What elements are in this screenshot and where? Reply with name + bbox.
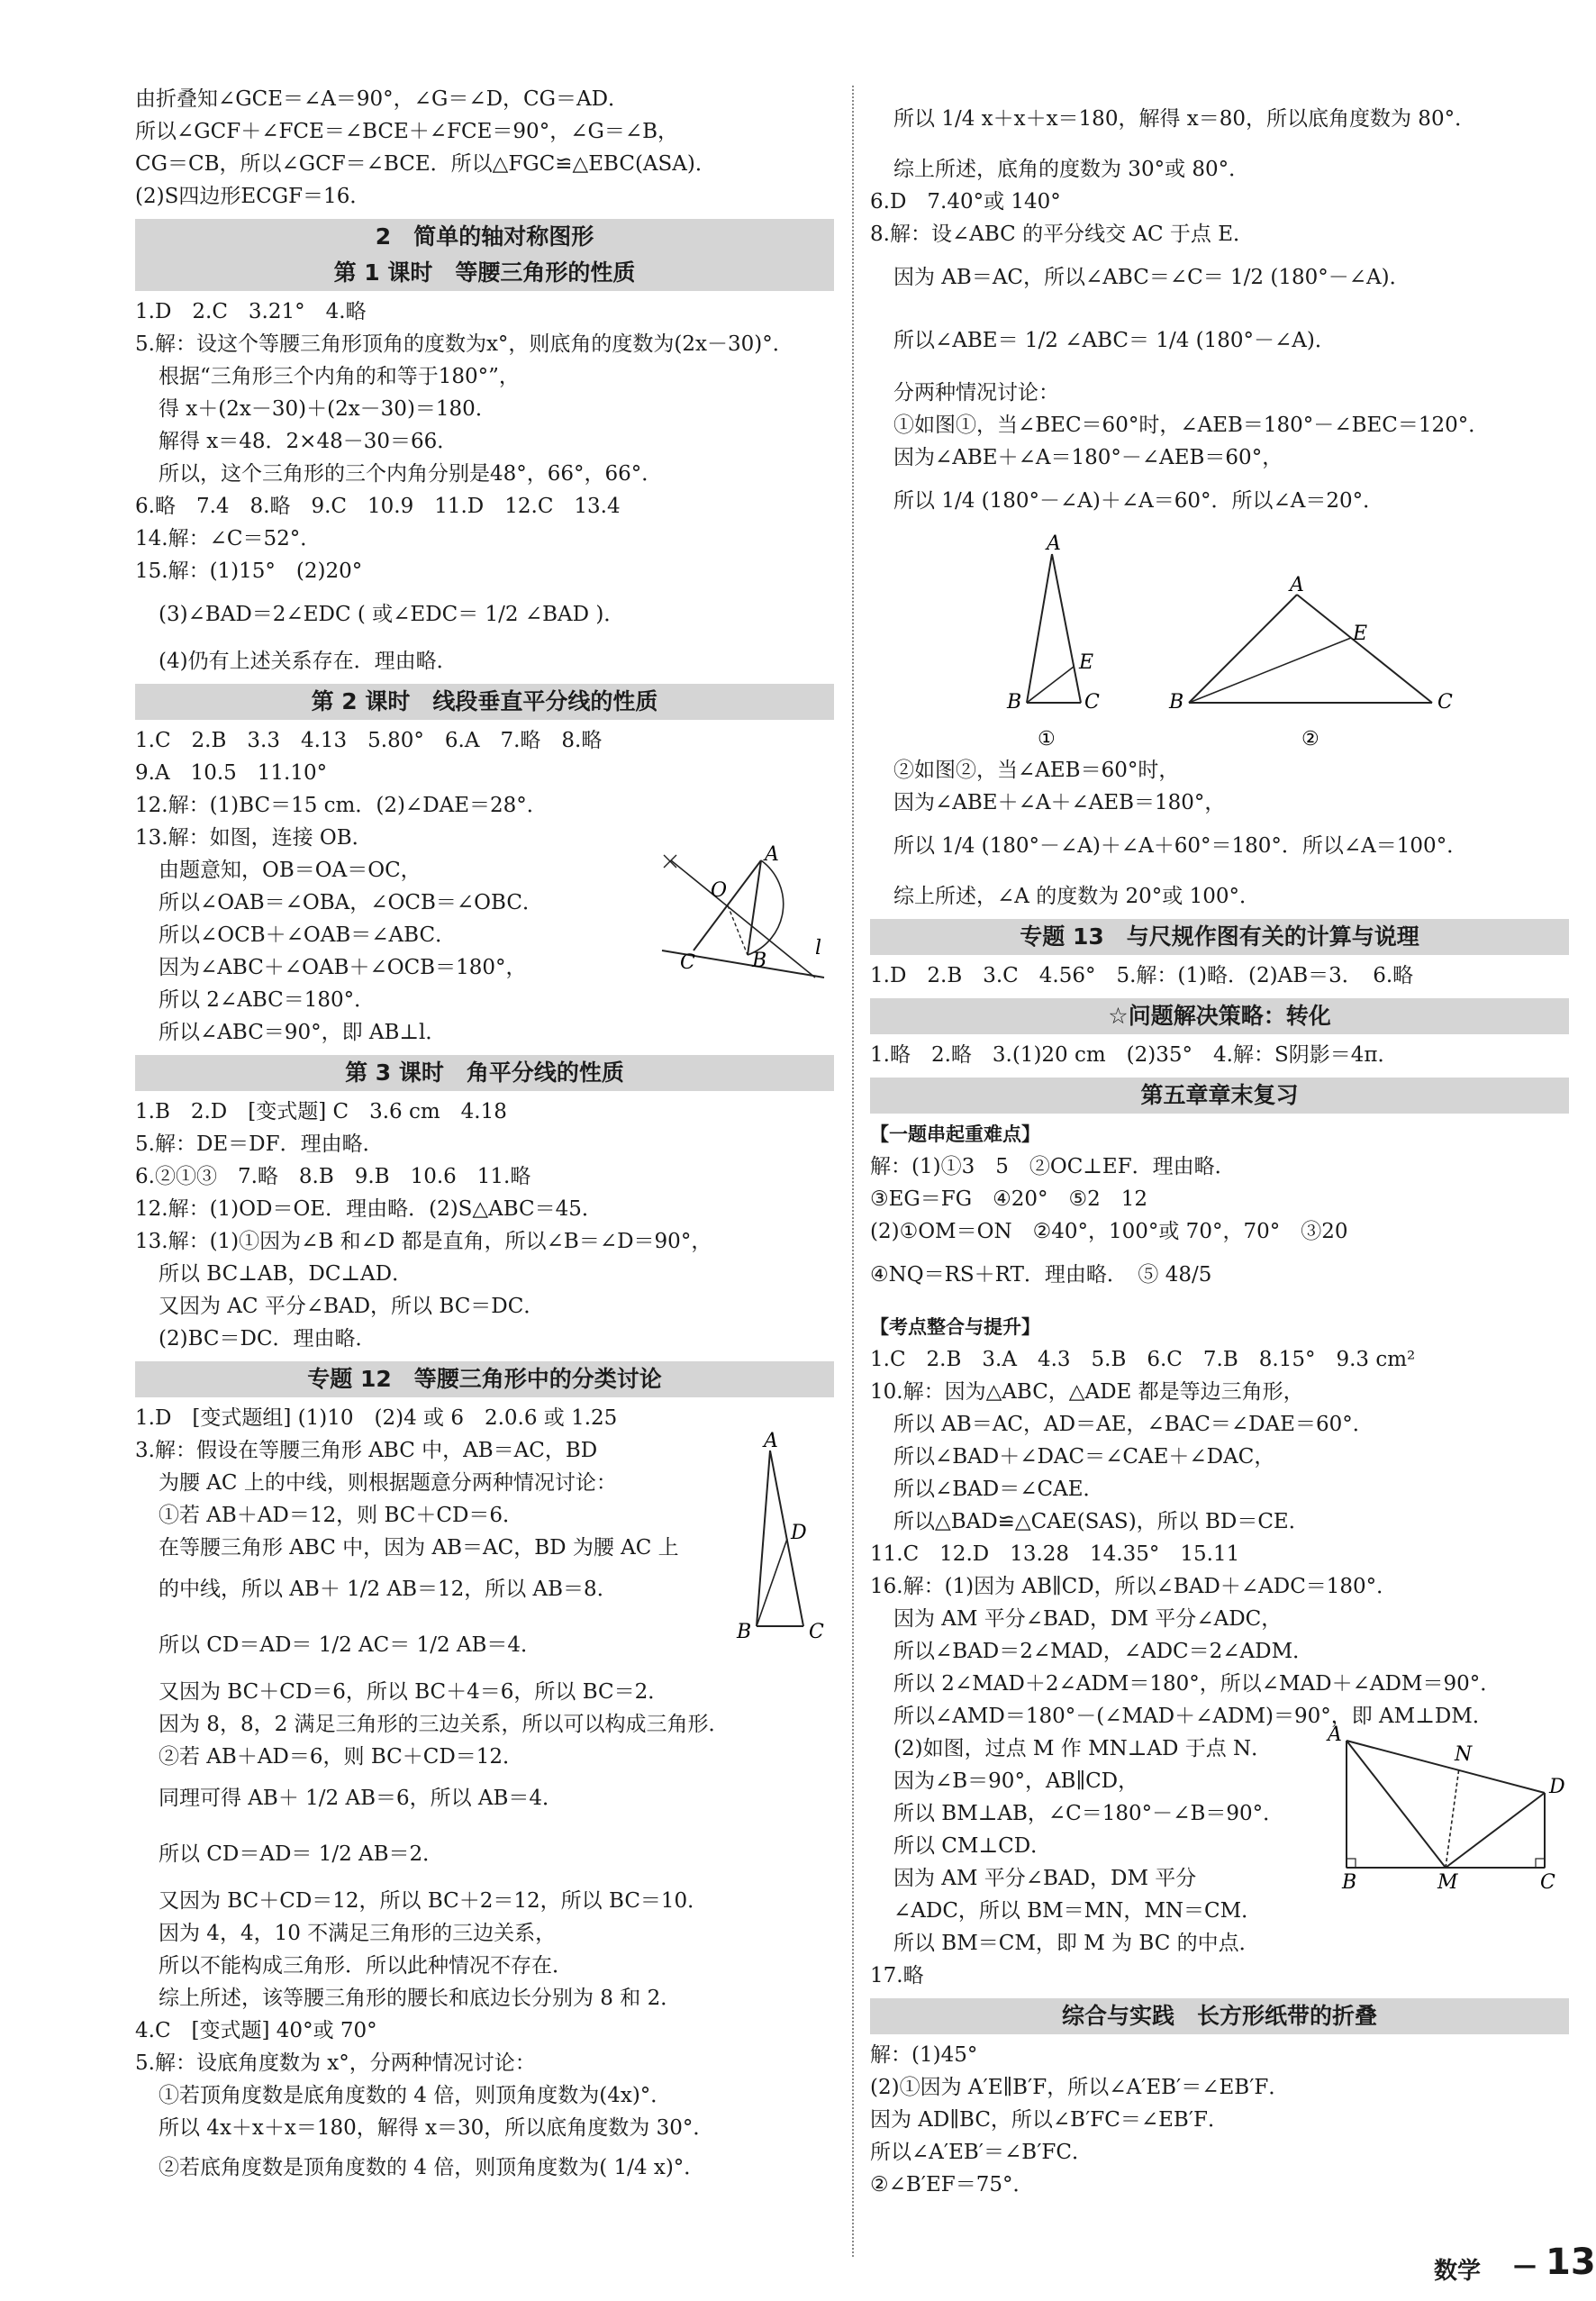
answer-line: 1.D 2.B 3.C 4.56° 5.解：(1)略．(2)AB＝3． 6.略: [870, 964, 1414, 987]
answer-line: 3.解：假设在等腰三角形 ABC 中，AB＝AC，BD: [135, 1439, 598, 1462]
column-divider: [852, 86, 856, 2257]
answer-line: ②若 AB＋AD＝6，则 BC＋CD＝12．: [159, 1745, 524, 1769]
answer-line: 所以 CD＝AD＝ 1/2 AC＝ 1/2 AB＝4．: [159, 1633, 542, 1657]
answer-line: 12.解：(1)BC＝15 cm．(2)∠DAE＝28°．: [135, 794, 548, 817]
answer-line: 解得 x＝48．2×48－30＝66．: [159, 430, 458, 453]
answer-line: 所以 BM⊥AB，∠C＝180°－∠B＝90°．: [893, 1802, 1284, 1825]
answer-line: 分两种情况讨论：: [893, 381, 1059, 405]
answer-line: 9.A 10.5 11.10°: [135, 761, 328, 785]
answer-line: 12.解：(1)OD＝OE．理由略．(2)S△ABC＝45．: [135, 1197, 603, 1221]
answer-line: ②如图②，当∠AEB＝60°时，: [893, 759, 1180, 782]
answer-line: 综上所述，底角的度数为 30°或 80°．: [893, 158, 1250, 181]
answer-line: 因为 8，8，2 满足三角形的三边关系，所以可以构成三角形．: [159, 1713, 730, 1736]
fig8a-label-E: E: [1079, 651, 1094, 674]
section-heading: 第五章章末复习: [870, 1078, 1569, 1114]
section-heading: 第 1 课时 等腰三角形的性质: [135, 255, 834, 291]
footer-subject: 数学: [1434, 2258, 1482, 2285]
answer-line: ②∠B′EF＝75°．: [870, 2173, 1034, 2196]
answer-line: 因为∠ABE＋∠A＋∠AEB＝180°，: [893, 791, 1226, 814]
answer-line: 所以 2∠ABC＝180°．: [159, 988, 376, 1012]
section-heading: 2 简单的轴对称图形: [135, 219, 834, 255]
answer-line: 13.解：(1)①因为∠B 和∠D 都是直角，所以∠B＝∠D＝90°，: [135, 1230, 712, 1253]
answer-line: 6.②①③ 7.略 8.B 9.B 10.6 11.略: [135, 1165, 531, 1188]
answer-line: 1.D 2.C 3.21° 4.略: [135, 300, 367, 323]
answer-line: 所以 AB＝AC，AD＝AE，∠BAC＝∠DAE＝60°．: [893, 1413, 1374, 1436]
fig8a-label-A: A: [1047, 532, 1061, 555]
answer-line: 所以∠BAD＋∠DAC＝∠CAE＋∠DAC，: [893, 1445, 1275, 1469]
answer-line: 1.D [变式题组] (1)10 (2)4 或 6 2.0.6 或 1.25: [135, 1406, 618, 1430]
answer-line: 所以∠ABC＝90°，即 AB⊥l．: [159, 1021, 447, 1044]
answer-line: (2)BC＝DC．理由略．: [159, 1327, 376, 1351]
answer-line: 所以∠A′EB′＝∠B′FC．: [870, 2141, 1093, 2164]
answer-line: 13.解：如图，连接 OB．: [135, 826, 373, 850]
answer-line: 1.C 2.B 3.A 4.3 5.B 6.C 7.B 8.15° 9.3 cm²: [870, 1348, 1416, 1371]
fig16-label-A: A: [1328, 1723, 1342, 1746]
fig13-label-C: C: [680, 951, 695, 974]
answer-line: 得 x＋(2x－30)＋(2x－30)＝180．: [159, 397, 496, 421]
answer-line: 所以 2∠MAD＋2∠ADM＝180°，所以∠MAD＋∠ADM＝90°．: [893, 1672, 1501, 1696]
answer-line: 所以∠AMD＝180°－(∠MAD＋∠ADM)＝90°，即 AM⊥DM．: [893, 1705, 1493, 1728]
figure-8-case-2: [1162, 574, 1477, 757]
fig16-label-C: C: [1540, 1871, 1555, 1894]
answer-line: 所以不能构成三角形．所以此种情况不存在．: [159, 1954, 573, 1978]
fig3-label-C: C: [809, 1621, 824, 1643]
answer-line: 5.解：DE＝DF．理由略．: [135, 1132, 384, 1156]
answer-line: 所以∠OCB＋∠OAB＝∠ABC．: [159, 923, 457, 947]
answer-line: 所以∠BAD＝2∠MAD，∠ADC＝2∠ADM．: [893, 1640, 1314, 1663]
answer-line: 解：(1)45°: [870, 2043, 978, 2067]
answer-line: 所以 4x＋x＋x＝180，解得 x＝30，所以底角度数为 30°．: [159, 2116, 714, 2140]
answer-line: 所以 CD＝AD＝ 1/2 AB＝2．: [159, 1842, 444, 1866]
answer-line: 1.C 2.B 3.3 4.13 5.80° 6.A 7.略 8.略: [135, 729, 603, 752]
fig16-label-B: B: [1342, 1871, 1357, 1894]
answer-line: 由折叠知∠GCE＝∠A＝90°，∠G＝∠D，CG＝AD．: [135, 87, 630, 111]
answer-line: 1.B 2.D [变式题] C 3.6 cm 4.18: [135, 1100, 507, 1123]
answer-line: 所以 1/4 (180°－∠A)＋∠A＋60°＝180°．所以∠A＝100°．: [893, 834, 1468, 858]
fig8b-label-C: C: [1437, 691, 1453, 714]
figure-13-perpendicular: [653, 842, 833, 987]
footer-dash: —: [1513, 2252, 1537, 2279]
answer-line: 根据“三角形三个内角的和等于180°”，: [159, 365, 520, 388]
fig3-label-B: B: [737, 1621, 752, 1643]
fig8a-caption: ①: [1038, 728, 1056, 750]
fig13-label-A: A: [765, 843, 779, 866]
answer-line: ∠ADC，所以 BM＝MN，MN＝CM．: [893, 1899, 1263, 1923]
answer-line: 6.D 7.40°或 140°: [870, 190, 1061, 214]
fig3-label-A: A: [764, 1430, 778, 1452]
answer-line: 因为∠B＝90°，AB∥CD，: [893, 1769, 1139, 1793]
answer-line: 10.解：因为△ABC，△ADE 都是等边三角形，: [870, 1380, 1304, 1404]
answer-line: 由题意知，OB＝OA＝OC，: [159, 859, 422, 882]
answer-line: 5.解：设底角度数为 x°，分两种情况讨论：: [135, 2051, 536, 2075]
answer-line: 因为 4，4，10 不满足三角形的三边关系，: [159, 1922, 557, 1945]
answer-line: 11.C 12.D 13.28 14.35° 15.11: [870, 1542, 1240, 1566]
fig13-label-O: O: [711, 879, 728, 902]
answer-line: 所以 1/4 x＋x＋x＝180，解得 x＝80，所以底角度数为 80°．: [893, 107, 1476, 131]
section-heading: ☆问题解决策略：转化: [870, 998, 1569, 1034]
fig16-label-D: D: [1549, 1776, 1565, 1798]
fig16-label-N: N: [1455, 1743, 1473, 1766]
answer-line: 14.解：∠C＝52°．: [135, 527, 322, 550]
answer-line: 所以 1/4 (180°－∠A)＋∠A＝60°．所以∠A＝20°．: [893, 489, 1384, 513]
answer-line: (3)∠BAD＝2∠EDC ( 或∠EDC＝ 1/2 ∠BAD )．: [159, 603, 625, 626]
answer-line: 在等腰三角形 ABC 中，因为 AB＝AC，BD 为腰 AC 上: [159, 1536, 679, 1560]
answer-line: 所以 CM⊥CD．: [893, 1834, 1052, 1858]
answer-line: 综上所述，该等腰三角形的腰长和底边长分别为 8 和 2．: [159, 1987, 682, 2010]
answer-line: (2)如图，过点 M 作 MN⊥AD 于点 N．: [893, 1737, 1273, 1760]
answer-line: 6.略 7.4 8.略 9.C 10.9 11.D 12.C 13.4: [135, 495, 621, 518]
answer-line: 为腰 AC 上的中线，则根据题意分两种情况讨论：: [159, 1471, 617, 1495]
subsection-label: 【一题串起重难点】: [870, 1123, 1040, 1145]
answer-line: 16.解：(1)因为 AB∥CD，所以∠BAD＋∠ADC＝180°．: [870, 1575, 1398, 1598]
answer-line: 又因为 BC＋CD＝6，所以 BC＋4＝6，所以 BC＝2．: [159, 1680, 669, 1704]
answer-line: CG＝CB，所以∠GCF＝∠BCE．所以△FGC≌△EBC(ASA)．: [135, 152, 716, 176]
answer-line: 15.解：(1)15° (2)20°: [135, 559, 363, 583]
answer-line: ①若 AB＋AD＝12，则 BC＋CD＝6．: [159, 1504, 524, 1527]
answer-line: (2)①因为 A′E∥B′F，所以∠A′EB′＝∠EB′F．: [870, 2076, 1290, 2099]
fig3-label-D: D: [791, 1522, 807, 1544]
answer-line: 又因为 AC 平分∠BAD，所以 BC＝DC．: [159, 1295, 545, 1318]
fig8b-label-A: A: [1290, 574, 1304, 596]
answer-line: 8.解：设∠ABC 的平分线交 AC 于点 E．: [870, 223, 1254, 246]
figure-3-triangle: [730, 1432, 829, 1649]
fig8b-label-B: B: [1169, 691, 1184, 714]
fig8a-label-C: C: [1084, 691, 1100, 714]
answer-line: 因为 AD∥BC，所以∠B′FC＝∠EB′F．: [870, 2108, 1229, 2132]
answer-line: 所以 BC⊥AB，DC⊥AD．: [159, 1262, 413, 1286]
section-heading: 专题 12 等腰三角形中的分类讨论: [135, 1361, 834, 1397]
answer-line: 所以∠ABE＝ 1/2 ∠ABC＝ 1/4 (180°－∠A)．: [893, 329, 1336, 352]
answer-line: 所以△BAD≌△CAE(SAS)，所以 BD＝CE．: [893, 1510, 1310, 1533]
answer-line: ③EG＝FG ④20° ⑤2 12: [870, 1187, 1148, 1211]
fig8a-label-B: B: [1007, 691, 1022, 714]
figure-16-trapezoid: [1324, 1721, 1569, 1892]
answer-line: 4.C [变式题] 40°或 70°: [135, 2019, 377, 2042]
fig13-label-B: B: [752, 950, 767, 972]
answer-line: (2)S四边形ECGF＝16．: [135, 185, 371, 208]
subsection-label: 【考点整合与提升】: [870, 1316, 1040, 1338]
figure-8-case-1: [991, 532, 1117, 757]
answer-line: 5.解：设这个等腰三角形顶角的度数为x°，则底角的度数为(2x－30)°．: [135, 332, 793, 356]
answer-line: ④NQ＝RS＋RT．理由略． ⑤ 48/5: [870, 1263, 1212, 1287]
answer-line: 因为 AM 平分∠BAD，DM 平分: [893, 1867, 1197, 1890]
footer-page-number: 13: [1546, 2242, 1596, 2283]
answer-line: 因为 AB＝AC，所以∠ABC＝∠C＝ 1/2 (180°－∠A)．: [893, 266, 1410, 289]
answer-line: 所以∠OAB＝∠OBA，∠OCB＝∠OBC．: [159, 891, 543, 914]
answer-line: ①如图①，当∠BEC＝60°时，∠AEB＝180°－∠BEC＝120°．: [893, 414, 1490, 437]
fig16-label-M: M: [1437, 1871, 1458, 1894]
section-heading: 第 3 课时 角平分线的性质: [135, 1055, 834, 1091]
section-heading: 第 2 课时 线段垂直平分线的性质: [135, 684, 834, 720]
answer-line: 所以∠BAD＝∠CAE．: [893, 1478, 1104, 1501]
answer-line: 因为∠ABE＋∠A＝180°－∠AEB＝60°，: [893, 446, 1283, 469]
answer-line: ②若底角度数是顶角度数的 4 倍，则顶角度数为( 1/4 x)°．: [159, 2156, 705, 2179]
fig8b-caption: ②: [1301, 728, 1319, 750]
answer-line: 因为 AM 平分∠BAD，DM 平分∠ADC，: [893, 1607, 1283, 1631]
section-heading: 综合与实践 长方形纸带的折叠: [870, 1998, 1569, 2034]
answer-line: 所以，这个三角形的三个内角分别是48°，66°，66°．: [159, 462, 663, 486]
answer-line: (2)①OM＝ON ②40°，100°或 70°，70° ③20: [870, 1220, 1348, 1243]
answer-line: 17.略: [870, 1964, 924, 1987]
fig13-label-l: l: [815, 937, 822, 960]
section-heading: 专题 13 与尺规作图有关的计算与说理: [870, 919, 1569, 955]
answer-line: 解：(1)①3 5 ②OC⊥EF．理由略．: [870, 1155, 1236, 1178]
answer-line: 所以 BM＝CM，即 M 为 BC 的中点．: [893, 1932, 1260, 1955]
answer-line: 的中线，所以 AB＋ 1/2 AB＝12，所以 AB＝8．: [159, 1578, 618, 1601]
answer-line: 综上所述，∠A 的度数为 20°或 100°．: [893, 885, 1260, 908]
answer-line: 又因为 BC＋CD＝12，所以 BC＋2＝12，所以 BC＝10．: [159, 1889, 709, 1913]
answer-line: (4)仍有上述关系存在．理由略．: [159, 650, 458, 673]
answer-line: 因为∠ABC＋∠OAB＋∠OCB＝180°，: [159, 956, 527, 979]
answer-line: 同理可得 AB＋ 1/2 AB＝6，所以 AB＝4．: [159, 1787, 564, 1810]
answer-line: 1.略 2.略 3.(1)20 cm (2)35° 4.解：S阴影＝4π．: [870, 1043, 1399, 1067]
answer-line: 所以∠GCF＋∠FCE＝∠BCE＋∠FCE＝90°，∠G＝∠B，: [135, 120, 679, 143]
fig8b-label-E: E: [1353, 623, 1368, 645]
answer-line: ①若顶角度数是底角度数的 4 倍，则顶角度数为(4x)°．: [159, 2084, 672, 2107]
